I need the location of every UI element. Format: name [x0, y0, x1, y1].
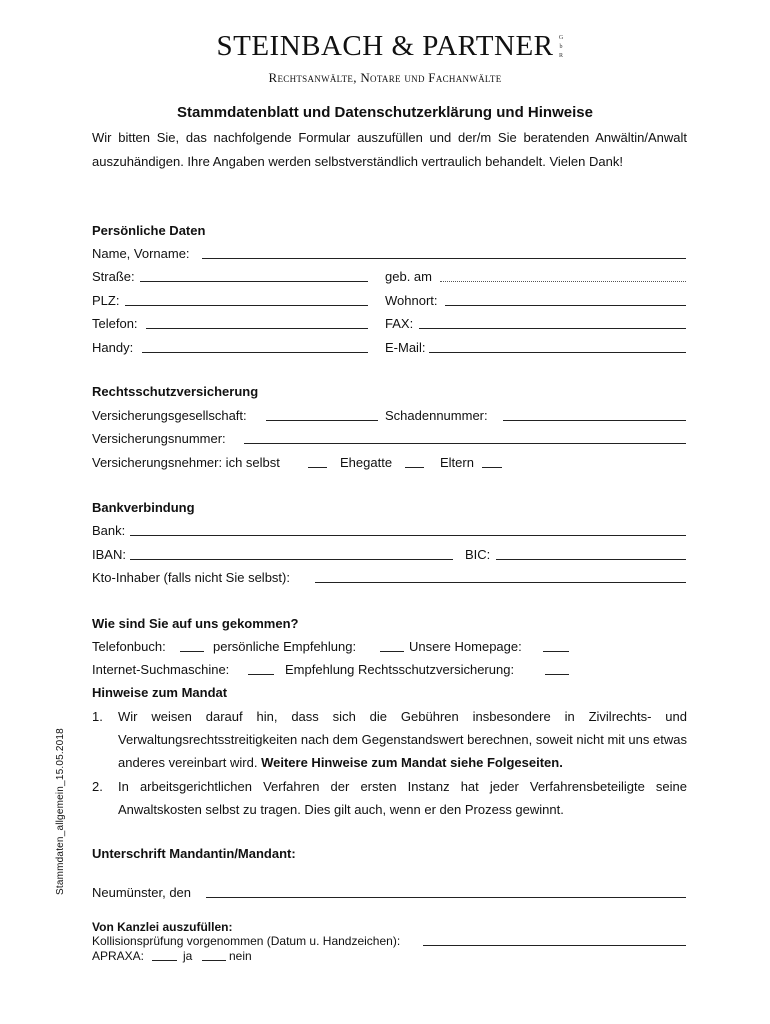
insurance-number-field[interactable]	[244, 443, 686, 444]
homepage-label: Unsere Homepage:	[409, 639, 522, 654]
mandate-note-text	[118, 705, 687, 774]
account-owner-row	[92, 569, 687, 589]
insurance-company-label: Versicherungsgesellschaft:	[92, 408, 247, 423]
office-heading: Von Kanzlei auszufüllen:	[92, 920, 233, 934]
insurance-number-label: Versicherungsnummer:	[92, 431, 226, 446]
account-owner-field[interactable]	[315, 582, 686, 583]
city-field[interactable]	[445, 305, 686, 306]
iban-row	[92, 546, 687, 566]
section-bank-heading: Bankverbindung	[92, 500, 195, 515]
street-row	[92, 268, 687, 288]
email-label: E-Mail:	[385, 340, 426, 355]
signature-field[interactable]	[206, 897, 686, 898]
mandate-note-1	[92, 705, 687, 775]
phone-field[interactable]	[146, 328, 368, 329]
street-field[interactable]	[140, 281, 368, 282]
firm-legal-form: G b R	[558, 35, 564, 59]
apraxa-row	[92, 949, 687, 965]
insurance-recommendation-blank[interactable]	[545, 674, 569, 675]
section-mandate-heading: Hinweise zum Mandat	[92, 685, 228, 700]
collision-field[interactable]	[423, 945, 686, 946]
phonebook-blank[interactable]	[180, 651, 204, 652]
zip-row	[92, 292, 687, 312]
insurance-company-row	[92, 407, 687, 427]
mandate-note-number: 1.	[92, 709, 103, 724]
spouse-blank[interactable]	[405, 467, 424, 468]
fax-label: FAX:	[385, 316, 414, 331]
insurance-number-row	[92, 430, 687, 450]
bank-field[interactable]	[130, 535, 686, 536]
document-version-label: Stammdaten_allgemein_15.05.2018	[55, 728, 66, 895]
collision-label: Kollisionsprüfung vorgenommen (Datum u. Handzeichen):	[92, 934, 401, 948]
parents-label: Eltern	[440, 455, 474, 470]
iban-field[interactable]	[130, 559, 453, 560]
apraxa-yes-blank[interactable]	[152, 960, 177, 961]
policyholder-row	[92, 454, 687, 474]
mandate-note-2-text: In arbeitsgerichtlichen Verfahren der ersten Instanz hat jeder Verfahrensbeteiligte seine Anwaltskosten selbst zu tragen. Dies gilt auch, wenn er den Prozess gewinnt.	[118, 779, 687, 817]
mobile-field[interactable]	[142, 352, 368, 353]
apraxa-no-blank[interactable]	[202, 960, 226, 961]
name-label: Name, Vorname:	[92, 246, 190, 261]
iban-label: IBAN:	[92, 547, 126, 562]
homepage-blank[interactable]	[543, 651, 569, 652]
personal-recommendation-blank[interactable]	[380, 651, 404, 652]
apraxa-no-label: nein	[229, 949, 252, 963]
email-field[interactable]	[429, 352, 686, 353]
search-engine-label: Internet-Suchmaschine:	[92, 662, 230, 677]
street-label: Straße:	[92, 269, 135, 284]
firm-subtitle: Rechtsanwälte, Notare und Fachanwälte	[268, 70, 502, 85]
section-personal-heading: Persönliche Daten	[92, 223, 206, 238]
intro-text: Wir bitten Sie, das nachfolgende Formular auszufüllen und der/m Sie beratenden Anwältin/Anwalt auszuhändigen. Ihre Angaben werden selbstverständlich vertraulich behandelt. Vielen Dank!	[92, 130, 687, 169]
claim-number-field[interactable]	[503, 420, 686, 421]
name-field[interactable]	[202, 258, 686, 259]
policyholder-label: Versicherungsnehmer: ich selbst	[92, 455, 280, 470]
phone-label: Telefon:	[92, 316, 138, 331]
zip-label: PLZ:	[92, 293, 120, 308]
referral-row-1	[92, 638, 687, 658]
apraxa-yes-label: ja	[183, 949, 193, 963]
mobile-label: Handy:	[92, 340, 134, 355]
place-date-label: Neumünster, den	[92, 885, 192, 900]
city-label: Wohnort:	[385, 293, 438, 308]
bank-label: Bank:	[92, 523, 126, 538]
mobile-row	[92, 339, 687, 359]
apraxa-label: APRAXA:	[92, 949, 145, 963]
section-referral-heading: Wie sind Sie auf uns gekommen?	[92, 616, 299, 631]
insurance-recommendation-label: Empfehlung Rechtsschutzversicherung:	[285, 662, 515, 677]
policyholder-self-blank[interactable]	[308, 467, 327, 468]
bic-field[interactable]	[496, 559, 686, 560]
claim-number-label: Schadennummer:	[385, 408, 488, 423]
phone-row	[92, 315, 687, 335]
search-engine-blank[interactable]	[248, 674, 274, 675]
referral-row-2	[92, 661, 687, 681]
personal-recommendation-label: persönliche Empfehlung:	[213, 639, 357, 654]
document-title: Stammdatenblatt und Datenschutzerklärung und Hinweise	[177, 104, 593, 121]
signature-row	[92, 884, 687, 904]
mandate-note-2	[92, 775, 687, 821]
mandate-note-1-text: Wir weisen darauf hin, dass sich die Gebühren insbesondere in Zivilrechts- und Verwaltungsrechtsstreitigkeiten nach dem Gegenstandswert berechnen, soweit nicht mit uns etwas anderes vereinbart wird.	[118, 709, 687, 770]
zip-field[interactable]	[125, 305, 368, 306]
name-row	[92, 245, 687, 265]
mandate-note-1-bold: Weitere Hinweise zum Mandat siehe Folgeseiten.	[261, 755, 563, 770]
section-insurance-heading: Rechtsschutzversicherung	[92, 384, 259, 399]
firm-name: STEINBACH & PARTNER	[216, 30, 554, 62]
account-owner-label: Kto-Inhaber (falls nicht Sie selbst):	[92, 570, 290, 585]
insurance-company-field[interactable]	[266, 420, 378, 421]
spouse-label: Ehegatte	[340, 455, 393, 470]
section-signature-heading: Unterschrift Mandantin/Mandant:	[92, 846, 296, 861]
parents-blank[interactable]	[482, 467, 502, 468]
bic-label: BIC:	[465, 547, 491, 562]
collision-row	[92, 934, 687, 950]
phonebook-label: Telefonbuch:	[92, 639, 166, 654]
mandate-note-number: 2.	[92, 779, 103, 794]
bank-row	[92, 522, 687, 542]
birthdate-label: geb. am	[385, 269, 432, 284]
birthdate-field[interactable]	[440, 281, 686, 282]
fax-field[interactable]	[419, 328, 686, 329]
